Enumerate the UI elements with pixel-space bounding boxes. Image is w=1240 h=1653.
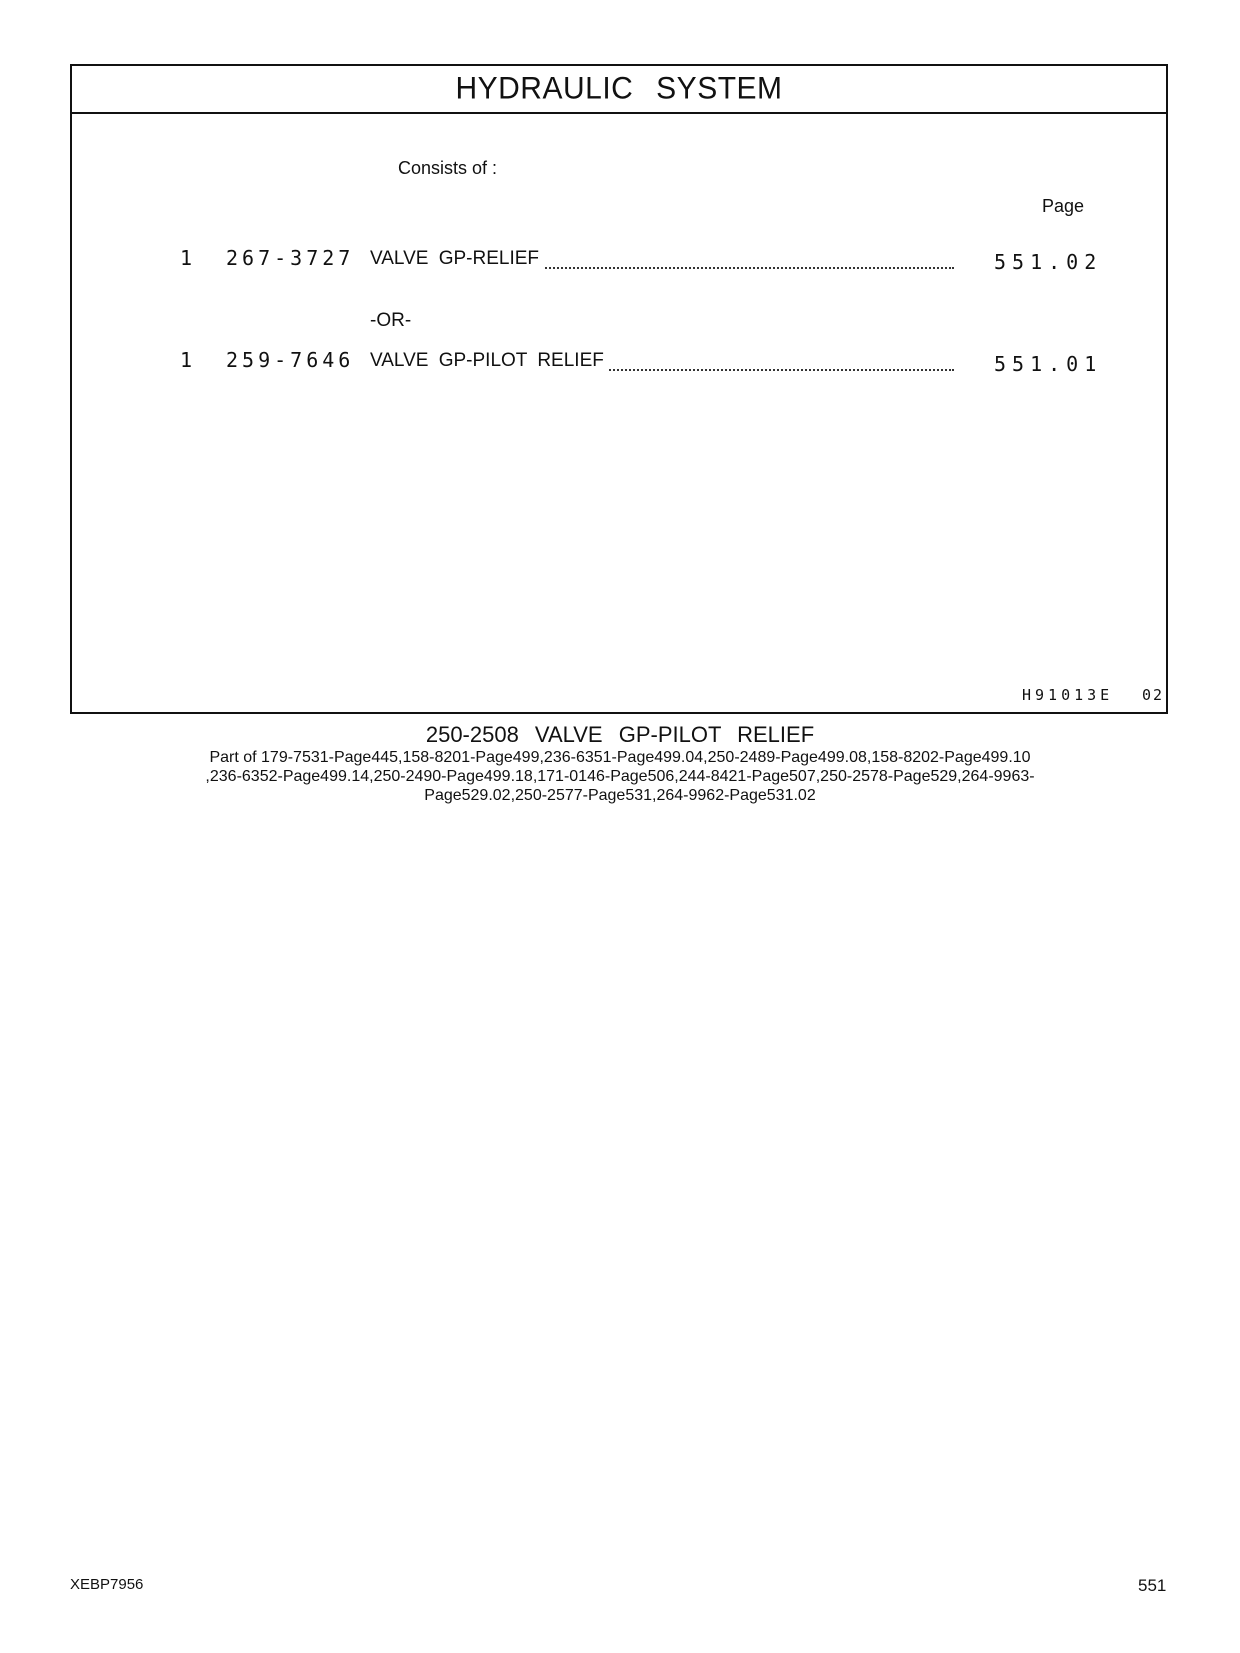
item-description: VALVE GP-RELIEF <box>370 248 543 269</box>
section-header <box>72 66 1166 114</box>
or-separator: -OR- <box>370 310 412 331</box>
parts-row <box>72 246 1166 276</box>
illustration-suffix: 02 <box>1142 686 1165 704</box>
page-number: 551 <box>1138 1576 1167 1595</box>
item-quantity: 1 <box>180 348 193 372</box>
item-quantity: 1 <box>180 246 193 270</box>
item-part-number[interactable]: 267-3727 <box>226 246 355 270</box>
part-of-line: ,236-6352-Page499.14,250-2490-Page499.18,171-0146-Page506,244-8421-Page507,250-2578-Page529,264-9963- <box>205 768 1035 785</box>
illustration-code: H91013E <box>1022 686 1114 704</box>
section-title: HYDRAULIC SYSTEM <box>455 71 783 106</box>
parts-list-frame <box>70 64 1168 714</box>
item-description: VALVE GP-PILOT RELIEF <box>370 350 608 371</box>
item-page-reference[interactable]: 551.01 <box>994 352 1103 376</box>
item-description-cell <box>370 248 954 274</box>
document-id: XEBP7956 <box>70 1576 144 1593</box>
part-of-line: Page529.02,250-2577-Page531,264-9962-Page531.02 <box>424 787 816 804</box>
consists-of-label: Consists of : <box>398 158 498 178</box>
part-of-references <box>130 748 1110 805</box>
item-part-number[interactable]: 259-7646 <box>226 348 355 372</box>
item-description-cell <box>370 350 954 376</box>
item-page-reference[interactable]: 551.02 <box>994 250 1103 274</box>
part-of-line: Part of 179-7531-Page445,158-8201-Page499,236-6351-Page499.04,250-2489-Page499.08,158-8202-Page499.10 <box>209 749 1031 766</box>
group-title: 250-2508 VALVE GP-PILOT RELIEF <box>425 722 815 747</box>
page-column-header: Page <box>1042 196 1085 216</box>
parts-row <box>72 348 1166 378</box>
